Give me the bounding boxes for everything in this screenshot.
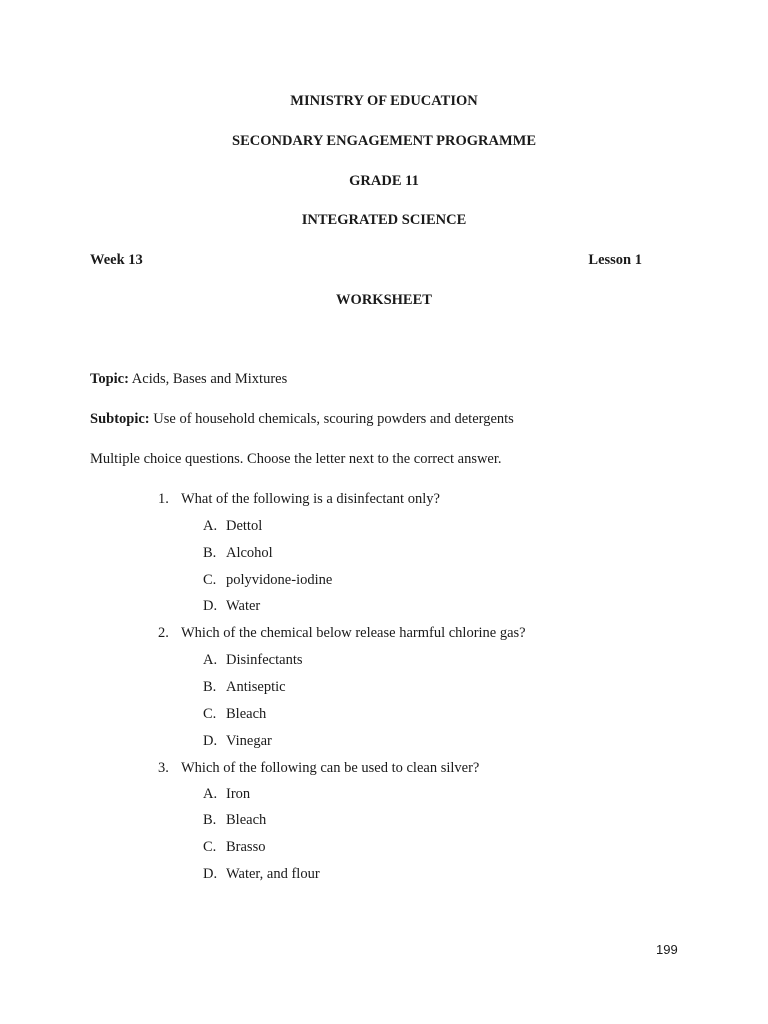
option-text: Bleach (226, 812, 267, 828)
question-2-option-a (203, 651, 303, 669)
question-1-option-d (203, 597, 260, 615)
question-3 (158, 759, 479, 777)
grade-heading: GRADE 11 (349, 173, 419, 189)
option-letter: D. (203, 598, 218, 614)
question-3-option-c (203, 838, 265, 856)
option-text: Vinegar (226, 733, 272, 749)
question-number: 1. (158, 491, 169, 507)
question-2 (158, 624, 526, 642)
question-1-option-b (203, 544, 273, 562)
programme-heading: SECONDARY ENGAGEMENT PROGRAMME (232, 133, 536, 149)
option-text: Water, and flour (226, 866, 320, 882)
question-1-option-a (203, 517, 262, 535)
question-number: 3. (158, 760, 169, 776)
subtopic-value: Use of household chemicals, scouring powders and detergents (153, 411, 514, 427)
option-letter: B. (203, 812, 217, 828)
question-3-option-a (203, 785, 250, 803)
question-1-option-c (203, 571, 332, 589)
option-letter: A. (203, 652, 218, 668)
week-lesson-row (90, 251, 642, 269)
option-text: Water (226, 598, 261, 614)
option-text: Dettol (226, 518, 263, 534)
option-letter: B. (203, 679, 217, 695)
topic-line (90, 370, 287, 388)
option-letter: C. (203, 839, 217, 855)
option-text: polyvidone-iodine (226, 572, 333, 588)
option-letter: B. (203, 545, 217, 561)
question-text: What of the following is a disinfectant only? (181, 491, 440, 507)
option-letter: D. (203, 733, 218, 749)
option-letter: D. (203, 866, 218, 882)
instructions: Multiple choice questions. Choose the letter next to the correct answer. (90, 451, 502, 467)
question-2-option-c (203, 705, 266, 723)
option-text: Brasso (226, 839, 266, 855)
worksheet-heading: WORKSHEET (336, 292, 432, 308)
question-3-option-b (203, 811, 266, 829)
question-1 (158, 490, 440, 508)
week-label: Week 13 (90, 252, 143, 268)
question-2-option-b (203, 678, 286, 696)
option-text: Iron (226, 786, 251, 802)
question-3-option-d (203, 865, 320, 883)
page-number: 199 (656, 942, 678, 957)
option-text: Disinfectants (226, 652, 303, 668)
lesson-label: Lesson 1 (588, 252, 642, 268)
option-letter: A. (203, 518, 218, 534)
question-text: Which of the chemical below release harmful chlorine gas? (181, 625, 526, 641)
ministry-heading: MINISTRY OF EDUCATION (290, 93, 478, 109)
question-text: Which of the following can be used to clean silver? (181, 760, 480, 776)
option-text: Alcohol (226, 545, 273, 561)
subtopic-label: Subtopic: (90, 411, 150, 427)
question-number: 2. (158, 625, 169, 641)
subtopic-line (90, 410, 514, 428)
topic-value: Acids, Bases and Mixtures (131, 371, 288, 387)
question-2-option-d (203, 732, 272, 750)
topic-label: Topic: (90, 371, 129, 387)
option-letter: A. (203, 786, 218, 802)
option-text: Antiseptic (226, 679, 286, 695)
option-letter: C. (203, 706, 217, 722)
option-text: Bleach (226, 706, 267, 722)
option-letter: C. (203, 572, 217, 588)
subject-heading: INTEGRATED SCIENCE (301, 212, 467, 228)
